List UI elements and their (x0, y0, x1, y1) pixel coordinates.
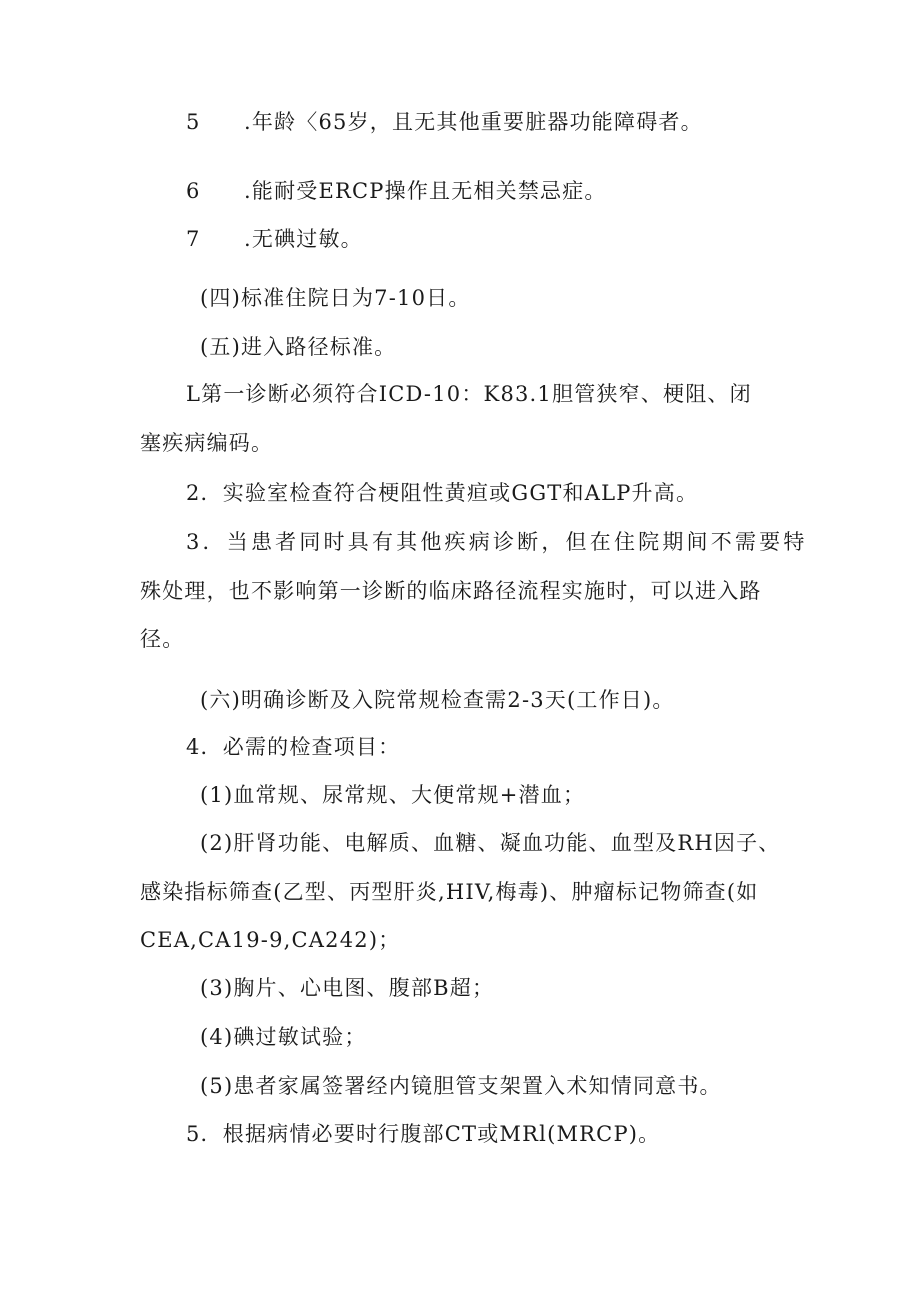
list-number-7: 7 (186, 227, 200, 251)
sub-item-1: (1)血常规、尿常规、大便常规+潜血； (200, 783, 586, 807)
list-item-6-text: .能耐受ERCP操作且无相关禁忌症。 (244, 179, 607, 203)
section-5-heading: (五)进入路径标准。 (200, 335, 397, 359)
item-3-line-1: 3．当患者同时具有其他疾病诊断，但在住院期间不需要特 (186, 530, 808, 554)
item-3-line-3: 径。 (140, 627, 185, 651)
item-2-text: 2．实验室检查符合梗阻性黄疸或GGT和ALP升高。 (186, 481, 699, 505)
sub-item-4: (4)碘过敏试验； (200, 1025, 367, 1049)
section-6-heading: (六)明确诊断及入院常规检查需2-3天(工作日)。 (200, 688, 675, 712)
item-5-text: 5．根据病情必要时行腹部CT或MRl(MRCP)。 (186, 1122, 661, 1146)
list-item-7-text: .无碘过敏。 (244, 227, 363, 251)
item-3-line-2: 殊处理，也不影响第一诊断的临床路径流程实施时，可以进入路 (140, 579, 762, 603)
list-number-5: 5 (186, 110, 200, 134)
sub-item-5: (5)患者家属签署经内镜胆管支架置入术知情同意书。 (200, 1074, 722, 1098)
sub-item-2-line-3: CEA,CA19-9,CA242)； (140, 928, 401, 952)
item-l-line-2: 塞疾病编码。 (140, 431, 274, 455)
sub-item-2-line-2: 感染指标筛查(乙型、丙型肝炎,HIV,梅毒)、肿瘤标记物筛查(如 (140, 880, 759, 904)
list-item-5-text: .年龄〈65岁，且无其他重要脏器功能障碍者。 (244, 110, 703, 134)
item-l-line-1: L第一诊断必须符合ICD-10：K83.1胆管狭窄、梗阻、闭 (186, 382, 752, 406)
sub-item-3: (3)胸片、心电图、腹部B超； (200, 976, 495, 1000)
sub-item-2-line-1: (2)肝肾功能、电解质、血糖、凝血功能、血型及RH因子、 (200, 831, 781, 855)
list-number-6: 6 (186, 179, 200, 203)
item-4-text: 4．必需的检查项目： (186, 735, 401, 759)
section-4-heading: (四)标准住院日为7-10日。 (200, 286, 471, 310)
